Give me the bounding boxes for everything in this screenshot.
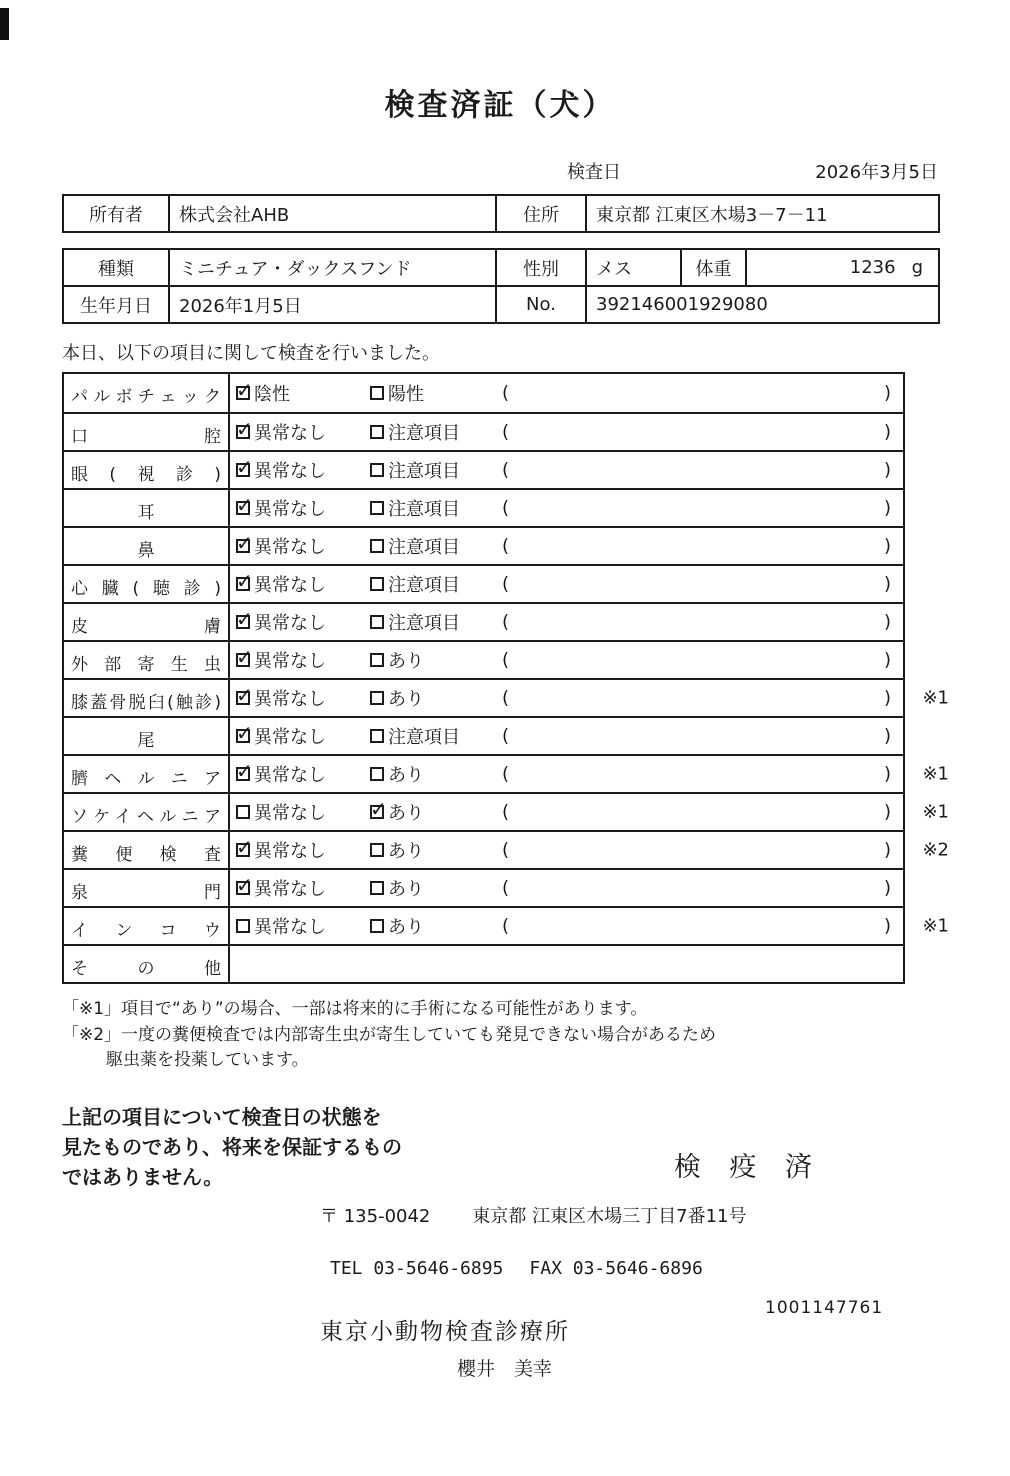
check-mark-icon: ✓ [236,645,253,669]
disclaimer [62,1102,462,1192]
checkbox-label: 注意項目 [388,575,460,596]
paren-close: ) [883,535,891,557]
row-label: 外部寄生虫 [64,642,230,678]
paren-close: ) [883,915,891,937]
row-label: 臍ヘルニア [64,756,230,792]
inspection-date-row [567,158,938,184]
weight-cell [746,249,939,286]
checkbox-option [370,457,460,483]
paren-open: ( [502,877,510,899]
table-row [64,868,903,906]
checkbox-unchecked-icon [370,463,384,477]
table-row [64,640,903,678]
row-label: 糞便検査 [64,832,230,868]
checkbox-unchecked-icon [236,805,250,819]
checkbox-label: 異常なし [254,803,326,824]
checkbox-unchecked-icon [370,919,384,933]
checkbox-option [236,647,326,673]
weight-label: 体重 [681,249,746,286]
clinic-name: 東京小動物検査診療所 [320,1318,570,1345]
checkbox-checked-icon [236,455,253,479]
checklist-table [62,372,949,984]
row-content [230,642,903,678]
table-row [64,564,903,602]
row-content [230,718,903,754]
checkbox-unchecked-icon [370,691,384,705]
paren-open: ( [502,459,510,481]
checkbox-label: あり [388,651,424,672]
owner-row [63,195,939,232]
checkbox-option [370,913,424,939]
row-label: パルボチェック [64,374,230,412]
checkbox-label: あり [388,841,424,862]
checkbox-option [370,723,460,749]
checkbox-option [236,571,326,597]
checkbox-label: 異常なし [254,917,326,938]
row-content [230,566,903,602]
checkbox-label: 異常なし [254,575,326,596]
checkbox-option [370,419,460,445]
check-mark-icon: ✓ [236,835,253,859]
paren-close: ) [883,497,891,519]
checkbox-unchecked-icon [370,615,384,629]
intro-text: 本日、以下の項目に関して検査を行いました。 [62,343,440,364]
address-value: 東京都 江東区木場3－7－11 [586,195,939,232]
checkbox-checked-icon [236,417,253,441]
paren-open: ( [502,801,510,823]
checkbox-label: あり [388,765,424,786]
checkbox-unchecked-icon [236,919,250,933]
footnote-1: 「※1」項目で“あり”の場合、一部は将来的に手術になる可能性があります。 [62,999,648,1019]
breed-value: ミニチュア・ダックスフンド [169,249,496,286]
paren-open: ( [502,421,510,443]
checkbox-checked-icon [236,493,253,517]
inspection-date-label: 検査日 [567,162,621,183]
pet-info-table [62,248,940,324]
checkbox-label: あり [388,803,424,824]
clinic-address-line [320,1202,938,1228]
checkbox-label: 異常なし [254,879,326,900]
row-label: ソケイヘルニア [64,794,230,830]
checkbox-checked-icon [236,607,253,631]
row-note: ※2 [922,839,949,861]
checkbox-option [370,875,424,901]
weight-unit: g [911,257,923,278]
row-content [230,528,903,564]
paren-open: ( [502,839,510,861]
checkbox-option [370,380,424,406]
checkbox-unchecked-icon [370,577,384,591]
checkbox-option [370,533,460,559]
owner-label: 所有者 [63,195,169,232]
row-content [230,604,903,640]
checkbox-label: あり [388,879,424,900]
footnotes [62,997,938,1074]
row-content [230,414,903,450]
checkbox-option [236,875,326,901]
checkbox-label: 異常なし [254,727,326,748]
checkbox-option [370,609,460,635]
paren-open: ( [502,725,510,747]
paren-open: ( [502,382,510,404]
checkbox-label: 異常なし [254,613,326,634]
checkbox-checked-icon [236,531,253,555]
checkbox-option [370,495,460,521]
checkbox-label: 注意項目 [388,423,460,444]
row-content [230,946,903,982]
footnote-2-continued: 駆虫薬を投薬しています。 [106,1050,309,1070]
footnote-2: 「※2」一度の糞便検査では内部寄生虫が寄生していても発見できない場合があるため [62,1024,717,1045]
paren-close: ) [883,421,891,443]
disclaimer-line-2: 見たものであり、将来を保証するもの [62,1134,402,1159]
checkbox-checked-icon [236,759,253,783]
paren-open: ( [502,649,510,671]
birth-label: 生年月日 [63,286,169,323]
checkbox-option [236,723,326,749]
row-label: 皮膚 [64,604,230,640]
row-label: 尾 [64,718,230,754]
row-content [230,870,903,906]
page-title: 検査済証（犬） [384,88,616,123]
scan-artifact [0,8,9,40]
paren-close: ) [883,763,891,785]
check-mark-icon: ✓ [236,873,253,897]
row-note: ※1 [922,801,949,823]
checkbox-checked-icon [236,873,253,897]
row-content [230,756,903,792]
bottom-band [62,1102,938,1192]
checkbox-unchecked-icon [370,539,384,553]
veterinarian-name: 櫻井 美幸 [457,1357,553,1380]
breed-label: 種類 [63,249,169,286]
checkbox-unchecked-icon [370,729,384,743]
checkbox-label: 異常なし [254,765,326,786]
checkbox-checked-icon [236,835,253,859]
weight-value: 1236 [849,257,896,278]
row-label: 眼(視診) [64,452,230,488]
clinic-address: 東京都 江東区木場三丁目7番11号 [472,1205,747,1227]
checkbox-label: 注意項目 [388,537,460,558]
table-row [64,830,949,868]
checkbox-label: 異常なし [254,499,326,520]
checkbox-option [236,913,326,939]
check-mark-icon: ✓ [236,683,253,707]
paren-close: ) [883,687,891,709]
check-mark-icon: ✓ [370,797,387,821]
paren-open: ( [502,687,510,709]
checkbox-unchecked-icon [370,501,384,515]
sex-value: メス [586,249,681,286]
owner-value: 株式会社AHB [169,195,496,232]
checkbox-option [236,495,326,521]
disclaimer-line-3: ではありません。 [62,1164,224,1189]
checkbox-option [236,609,326,635]
check-mark-icon: ✓ [236,607,253,631]
sex-label: 性別 [496,249,586,286]
paren-close: ) [883,649,891,671]
paren-close: ) [883,877,891,899]
row-content [230,794,903,830]
paren-open: ( [502,915,510,937]
checkbox-checked-icon [236,645,253,669]
checkbox-option [236,533,326,559]
row-note: ※1 [922,687,949,709]
checkbox-label: 異常なし [254,841,326,862]
paren-open: ( [502,497,510,519]
checkbox-option [236,457,326,483]
table-row [64,716,903,754]
table-row [64,944,903,982]
table-row [64,678,949,716]
table-row [64,526,903,564]
check-mark-icon: ✓ [236,417,253,441]
serial-number: 1001147761 [765,1298,884,1318]
owner-table [62,194,940,233]
address-label: 住所 [496,195,586,232]
row-content [230,490,903,526]
postal-code: 〒 135-0042 [320,1205,431,1227]
checkbox-option [236,761,326,787]
check-mark-icon: ✓ [236,759,253,783]
table-row [64,488,903,526]
paren-close: ) [883,611,891,633]
checkbox-label: あり [388,917,424,938]
paren-close: ) [883,382,891,404]
checkbox-checked-icon [236,721,253,745]
checkbox-option [370,761,424,787]
checkbox-option [370,799,424,825]
paren-close: ) [883,839,891,861]
checkbox-option [236,799,326,825]
row-label: 膝蓋骨脱臼(触診) [64,680,230,716]
paren-open: ( [502,763,510,785]
checkbox-label: 異常なし [254,689,326,710]
row-content [230,374,903,412]
birth-row [63,286,939,323]
check-mark-icon: ✓ [236,455,253,479]
check-mark-icon: ✓ [236,493,253,517]
row-note: ※1 [922,763,949,785]
row-label: 泉門 [64,870,230,906]
paren-close: ) [883,459,891,481]
checkbox-unchecked-icon [370,843,384,857]
clinic-fax: FAX 03-5646-6896 [529,1257,703,1279]
clinic-tel: TEL 03-5646-6895 [330,1257,504,1279]
row-label: 口腔 [64,414,230,450]
table-row [64,450,903,488]
checkbox-unchecked-icon [370,386,384,400]
checkbox-label: 異常なし [254,461,326,482]
checkbox-label: 注意項目 [388,499,460,520]
checkbox-option [236,380,290,406]
breed-row [63,249,939,286]
checkbox-label: あり [388,689,424,710]
birth-value: 2026年1月5日 [169,286,496,323]
checkbox-option [236,685,326,711]
table-row [64,374,903,412]
paren-close: ) [883,725,891,747]
paren-open: ( [502,611,510,633]
row-label: その他 [64,946,230,982]
checkbox-label: 異常なし [254,423,326,444]
checkbox-option [370,571,460,597]
check-mark-icon: ✓ [236,569,253,593]
checkbox-unchecked-icon [370,767,384,781]
checkbox-option [236,419,326,445]
checkbox-checked-icon [236,683,253,707]
checkbox-label: 注意項目 [388,727,460,748]
row-content [230,832,903,868]
paren-close: ) [883,573,891,595]
checkbox-option [370,685,424,711]
checkbox-option [236,837,326,863]
row-label: 心臓(聴診) [64,566,230,602]
checkbox-option [370,647,424,673]
checkbox-label: 注意項目 [388,461,460,482]
row-content [230,680,903,716]
paren-open: ( [502,573,510,595]
row-label: 耳 [64,490,230,526]
row-note: ※1 [922,915,949,937]
quarantine-passed-stamp: 検 疫 済 [673,1151,822,1183]
inspection-date-value: 2026年3月5日 [815,162,938,183]
table-row [64,792,949,830]
checkbox-checked-icon [236,569,253,593]
checkbox-unchecked-icon [370,881,384,895]
checkbox-label: 陽性 [388,384,424,405]
checkbox-checked-icon [236,378,253,402]
row-label: 鼻 [64,528,230,564]
paren-close: ) [883,801,891,823]
checkbox-option [370,837,424,863]
row-content [230,452,903,488]
clinic-contact-line [330,1258,938,1279]
checkbox-label: 注意項目 [388,613,460,634]
paren-open: ( [502,535,510,557]
checkbox-label: 陰性 [254,384,290,405]
table-row [64,754,949,792]
check-mark-icon: ✓ [236,721,253,745]
table-row [64,906,949,944]
checkbox-label: 異常なし [254,537,326,558]
row-content [230,908,903,944]
checkbox-unchecked-icon [370,653,384,667]
disclaimer-line-1: 上記の項目について検査日の状態を [62,1104,382,1129]
checkbox-unchecked-icon [370,425,384,439]
checkbox-checked-icon [370,797,387,821]
table-row [64,412,903,450]
table-row [64,602,903,640]
registration-no-value: 392146001929080 [586,286,939,323]
row-label: インコウ [64,908,230,944]
registration-no-label: No. [496,286,586,323]
checkbox-label: 異常なし [254,651,326,672]
check-mark-icon: ✓ [236,378,253,402]
check-mark-icon: ✓ [236,531,253,555]
